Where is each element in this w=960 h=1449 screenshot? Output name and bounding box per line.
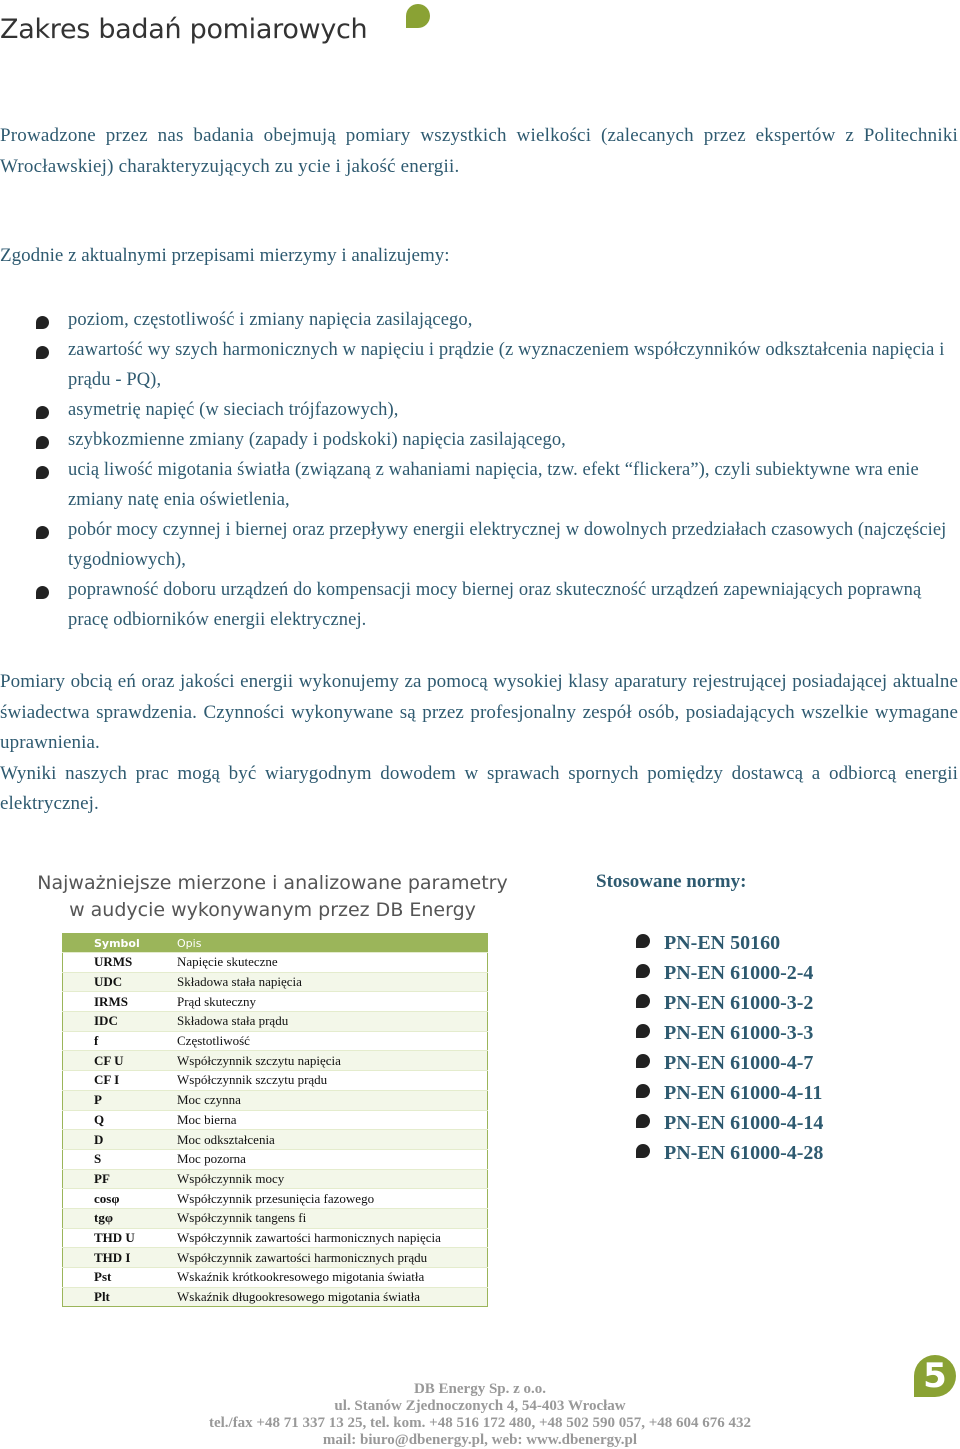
symbol-cell: f bbox=[63, 1031, 178, 1051]
leaf-bullet-icon bbox=[36, 436, 49, 449]
leaf-bullet-icon bbox=[636, 934, 650, 948]
description-cell: Współczynnik mocy bbox=[177, 1169, 488, 1189]
leaf-bullet-icon bbox=[636, 1144, 650, 1158]
paragraph-equipment: Pomiary obcią eń oraz jakości energii wykonujemy za pomocą wysokiej klasy aparatury rejestrującej posiadającej aktualne świadectwa sprawdzenia. Czynności wykonywane są przez profesjonalny zespół osób, posiadających wszelkie wymagane uprawnienia. bbox=[0, 671, 958, 753]
table-row bbox=[63, 1071, 488, 1091]
intro-paragraph: Prowadzone przez nas badania obejmują pomiary wszystkich wielkości (zalecanych przez ekspertów z Politechniki Wrocławskiej) charakteryzujących zu ycie i jakość energii. bbox=[0, 125, 958, 177]
paragraph-results: Wyniki naszych prac mogą być wiarygodnym dowodem w sprawach spornych pomiędzy dostawcą a odbiorcą energii elektrycznej. bbox=[0, 762, 958, 814]
norm-label: PN-EN 61000-3-2 bbox=[664, 992, 814, 1014]
table-row bbox=[63, 1248, 488, 1268]
norms-title: Stosowane normy: bbox=[596, 871, 747, 892]
table-row bbox=[63, 953, 488, 973]
leaf-bullet-icon bbox=[636, 1114, 650, 1128]
table-row bbox=[63, 972, 488, 992]
description-cell: Moc odkształcenia bbox=[177, 1130, 488, 1150]
leaf-bullet-icon bbox=[636, 1084, 650, 1098]
table-row bbox=[63, 1090, 488, 1110]
page-number-badge: 5 bbox=[914, 1355, 956, 1397]
symbol-cell: THD U bbox=[63, 1228, 178, 1248]
table-header-row bbox=[63, 934, 488, 953]
norm-item bbox=[600, 1108, 823, 1138]
list-item: pobór mocy czynnej i biernej oraz przepływy energii elektrycznej w dowolnych przedziałach czasowych (najczęściej tygodniowych), bbox=[0, 515, 958, 575]
leaf-bullet-icon bbox=[636, 964, 650, 978]
norm-label: PN-EN 61000-4-7 bbox=[664, 1052, 814, 1074]
measurement-list bbox=[0, 305, 958, 635]
leaf-bullet-icon bbox=[636, 1054, 650, 1068]
parameters-table bbox=[62, 933, 488, 1307]
lead-text: Zgodnie z aktualnymi przepisami mierzymy i analizujemy: bbox=[0, 245, 450, 266]
description-cell: Współczynnik tangens fi bbox=[177, 1208, 488, 1228]
norm-item bbox=[600, 928, 823, 958]
symbol-cell: tgφ bbox=[63, 1208, 178, 1228]
symbol-cell: UDC bbox=[63, 972, 178, 992]
table-row bbox=[63, 1110, 488, 1130]
description-cell: Współczynnik zawartości harmonicznych napięcia bbox=[177, 1228, 488, 1248]
norm-label: PN-EN 61000-4-11 bbox=[664, 1082, 823, 1104]
leaf-bullet-icon bbox=[636, 1024, 650, 1038]
symbol-cell: Pst bbox=[63, 1268, 178, 1288]
description-cell: Prąd skuteczny bbox=[177, 992, 488, 1012]
table-row bbox=[63, 1189, 488, 1209]
leaf-bullet-icon bbox=[36, 466, 49, 479]
symbol-cell: IDC bbox=[63, 1012, 178, 1032]
table-row bbox=[63, 1051, 488, 1071]
column-header-symbol: Symbol bbox=[63, 934, 178, 953]
leaf-bullet-icon bbox=[36, 346, 49, 359]
table-row bbox=[63, 992, 488, 1012]
list-item: szybkozmienne zmiany (zapady i podskoki) napięcia zasilającego, bbox=[0, 425, 958, 455]
description-cell: Wskaźnik krótkookresowego migotania światła bbox=[177, 1268, 488, 1288]
description-cell: Składowa stała prądu bbox=[177, 1012, 488, 1032]
symbol-cell: S bbox=[63, 1149, 178, 1169]
norm-item bbox=[600, 1138, 823, 1168]
leaf-bullet-icon bbox=[36, 316, 49, 329]
table-row bbox=[63, 1208, 488, 1228]
norm-item bbox=[600, 958, 823, 988]
symbol-cell: D bbox=[63, 1130, 178, 1150]
norm-label: PN-EN 61000-2-4 bbox=[664, 962, 814, 984]
table-row bbox=[63, 1031, 488, 1051]
leaf-bullet-icon bbox=[36, 526, 49, 539]
norm-item bbox=[600, 988, 823, 1018]
norm-label: PN-EN 61000-4-14 bbox=[664, 1112, 824, 1134]
description-cell: Napięcie skuteczne bbox=[177, 953, 488, 973]
leaf-bullet-icon bbox=[636, 994, 650, 1008]
footer-company: DB Energy Sp. z o.o. bbox=[413, 1381, 547, 1397]
column-header-description: Opis bbox=[177, 934, 488, 953]
table-row bbox=[63, 1228, 488, 1248]
norm-item bbox=[600, 1078, 823, 1108]
symbol-cell: CF U bbox=[63, 1051, 178, 1071]
table-row bbox=[63, 1130, 488, 1150]
list-item: ucią liwość migotania światła (związaną z wahaniami napięcia, tzw. efekt “flickera”), czyli subiektywne wra enie zmiany natę enia oświetlenia, bbox=[0, 455, 958, 515]
description-cell: Moc pozorna bbox=[177, 1149, 488, 1169]
page-title: Zakres badań pomiarowych bbox=[0, 14, 368, 45]
title-leaf-icon bbox=[406, 4, 430, 28]
table-row bbox=[63, 1149, 488, 1169]
leaf-bullet-icon bbox=[36, 586, 49, 599]
norm-item bbox=[600, 1048, 823, 1078]
symbol-cell: CF I bbox=[63, 1071, 178, 1091]
symbol-cell: PF bbox=[63, 1169, 178, 1189]
footer-address: ul. Stanów Zjednoczonych 4, 54-403 Wrocław bbox=[334, 1398, 626, 1414]
table-row bbox=[63, 1169, 488, 1189]
description-cell: Moc czynna bbox=[177, 1090, 488, 1110]
footer-phones: tel./fax +48 71 337 13 25, tel. kom. +48 516 172 480, +48 502 590 057, +48 604 676 432 bbox=[208, 1415, 752, 1431]
body-text bbox=[0, 667, 958, 820]
symbol-cell: cosφ bbox=[63, 1189, 178, 1209]
norm-label: PN-EN 61000-4-28 bbox=[664, 1142, 824, 1164]
symbol-cell: URMS bbox=[63, 953, 178, 973]
symbol-cell: Plt bbox=[63, 1287, 178, 1307]
description-cell: Składowa stała napięcia bbox=[177, 972, 488, 992]
symbol-cell: IRMS bbox=[63, 992, 178, 1012]
description-cell: Współczynnik zawartości harmonicznych prądu bbox=[177, 1248, 488, 1268]
norm-label: PN-EN 61000-3-3 bbox=[664, 1022, 814, 1044]
table-caption: Najważniejsze mierzone i analizowane parametry w audycie wykonywanym przez DB Energy bbox=[37, 872, 508, 921]
list-item: zawartość wy szych harmonicznych w napięciu i prądzie (z wyznaczeniem współczynników odkształcenia napięcia i prądu - PQ), bbox=[0, 335, 958, 395]
norms-list bbox=[600, 928, 823, 1168]
list-item: poziom, częstotliwość i zmiany napięcia zasilającego, bbox=[0, 305, 958, 335]
footer-mail: mail: biuro@dbenergy.pl, web: www.dbenergy.pl bbox=[322, 1432, 638, 1448]
list-item: asymetrię napięć (w sieciach trójfazowych), bbox=[0, 395, 958, 425]
footer bbox=[0, 1381, 960, 1449]
leaf-bullet-icon bbox=[36, 406, 49, 419]
description-cell: Współczynnik przesunięcia fazowego bbox=[177, 1189, 488, 1209]
table-row bbox=[63, 1287, 488, 1307]
table-row bbox=[63, 1012, 488, 1032]
description-cell: Moc bierna bbox=[177, 1110, 488, 1130]
symbol-cell: THD I bbox=[63, 1248, 178, 1268]
description-cell: Wskaźnik długookresowego migotania światła bbox=[177, 1287, 488, 1307]
symbol-cell: Q bbox=[63, 1110, 178, 1130]
description-cell: Współczynnik szczytu napięcia bbox=[177, 1051, 488, 1071]
description-cell: Współczynnik szczytu prądu bbox=[177, 1071, 488, 1091]
norm-item bbox=[600, 1018, 823, 1048]
table-row bbox=[63, 1268, 488, 1288]
list-item: poprawność doboru urządzeń do kompensacji mocy biernej oraz skuteczność urządzeń zapewniających poprawną pracę odbiorników energii elektrycznej. bbox=[0, 575, 958, 635]
symbol-cell: P bbox=[63, 1090, 178, 1110]
norm-label: PN-EN 50160 bbox=[664, 932, 781, 954]
description-cell: Częstotliwość bbox=[177, 1031, 488, 1051]
